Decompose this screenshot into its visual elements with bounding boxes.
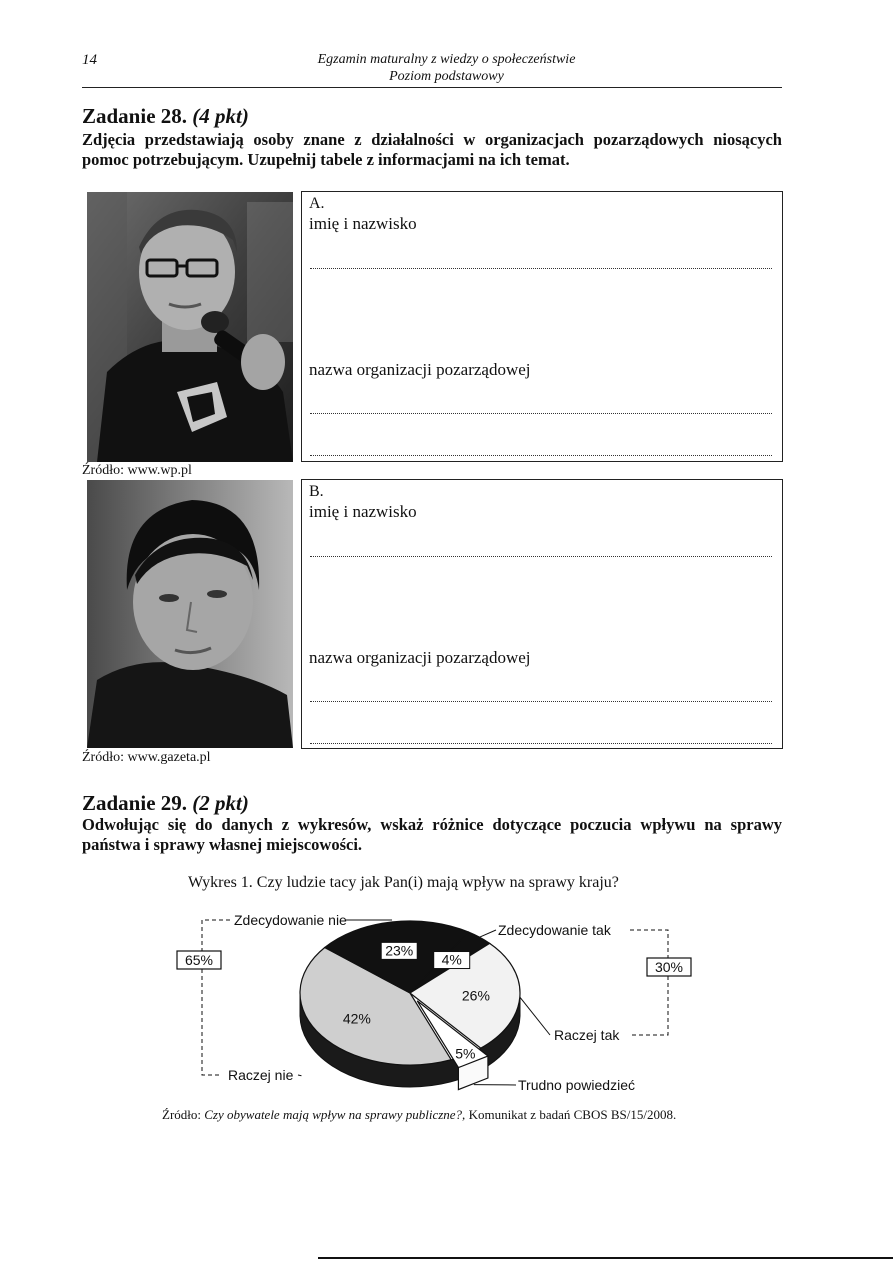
box-b-letter: B. — [309, 483, 324, 500]
box-a-name-field[interactable] — [310, 268, 772, 269]
exam-level: Poziom podstawowy — [389, 69, 504, 84]
page-number: 14 — [82, 52, 97, 68]
label-raczej-tak: Raczej tak — [554, 1027, 620, 1043]
photo-a-source: Źródło: www.wp.pl — [82, 463, 192, 478]
box-a-org-field-1[interactable] — [310, 413, 772, 414]
box-b-org-field-1[interactable] — [310, 701, 772, 702]
bracket-30-top — [630, 930, 668, 958]
photo-b-woman — [87, 480, 293, 748]
chart-title: Wykres 1. Czy ludzie tacy jak Pan(i) mają wpływ na sprawy kraju? — [188, 874, 619, 891]
group-total-65: 65% — [184, 952, 214, 968]
label-trudno-powiedziec: Trudno powiedzieć — [518, 1077, 635, 1093]
leader-raczej-nie — [298, 1075, 301, 1076]
pie-value-trudno-powiedziec: 5% — [455, 1045, 476, 1062]
box-a-name-label: imię i nazwisko — [309, 214, 417, 233]
pie-chart — [160, 905, 760, 1105]
box-b-org-field-2[interactable] — [310, 743, 772, 744]
page-bottom-rule — [318, 1257, 893, 1259]
box-b-org-label: nazwa organizacji pozarządowej — [309, 648, 531, 667]
leader-zdecydowanie-tak — [480, 930, 496, 937]
chart-source: Źródło: Czy obywatele mają wpływ na sprawy publiczne?, Komunikat z badań CBOS BS/15/2008. — [162, 1107, 677, 1122]
box-a-org-field-2[interactable] — [310, 455, 772, 456]
task28-instruction: Zdjęcia przedstawiają osoby znane z działalności w organizacjach pozarządowych niosących pomoc potrzebującym. Uzupełnij tabele z informacjami na ich temat. — [82, 130, 782, 169]
photo-a-image — [87, 192, 293, 462]
bracket-30-bottom — [630, 976, 668, 1035]
box-b-name-field[interactable] — [310, 556, 772, 557]
photo-b-image — [87, 480, 293, 748]
pie-value-zdecydowanie-tak: 4% — [441, 951, 462, 968]
exam-title: Egzamin maturalny z wiedzy o społeczeństwie — [317, 52, 576, 67]
photo-a-man — [87, 192, 293, 462]
group-total-30: 30% — [654, 959, 684, 975]
label-zdecydowanie-nie: Zdecydowanie nie — [234, 912, 347, 928]
label-zdecydowanie-tak: Zdecydowanie tak — [498, 922, 611, 938]
photo-b-source: Źródło: www.gazeta.pl — [82, 750, 211, 765]
pie-value-raczej-tak: 26% — [461, 987, 490, 1004]
pie-value-raczej-nie: 42% — [342, 1010, 371, 1027]
header-divider — [82, 87, 782, 88]
box-a-letter: A. — [309, 195, 325, 212]
bracket-65-bottom — [202, 969, 222, 1075]
pie-value-zdecydowanie-nie: 23% — [385, 942, 414, 959]
task28-title: Zadanie 28. (4 pkt) — [82, 104, 249, 128]
task29-title: Zadanie 29. (2 pkt) — [82, 791, 249, 815]
leader-raczej-tak — [520, 997, 550, 1035]
label-raczej-nie: Raczej nie — [228, 1067, 294, 1083]
box-b-name-label: imię i nazwisko — [309, 502, 417, 521]
task29-instruction: Odwołując się do danych z wykresów, wskaż różnice dotyczące poczucia wpływu na sprawy państwa i sprawy własnej miejscowości. — [82, 815, 782, 854]
box-a-org-label: nazwa organizacji pozarządowej — [309, 360, 531, 379]
bracket-65-top — [202, 920, 230, 951]
